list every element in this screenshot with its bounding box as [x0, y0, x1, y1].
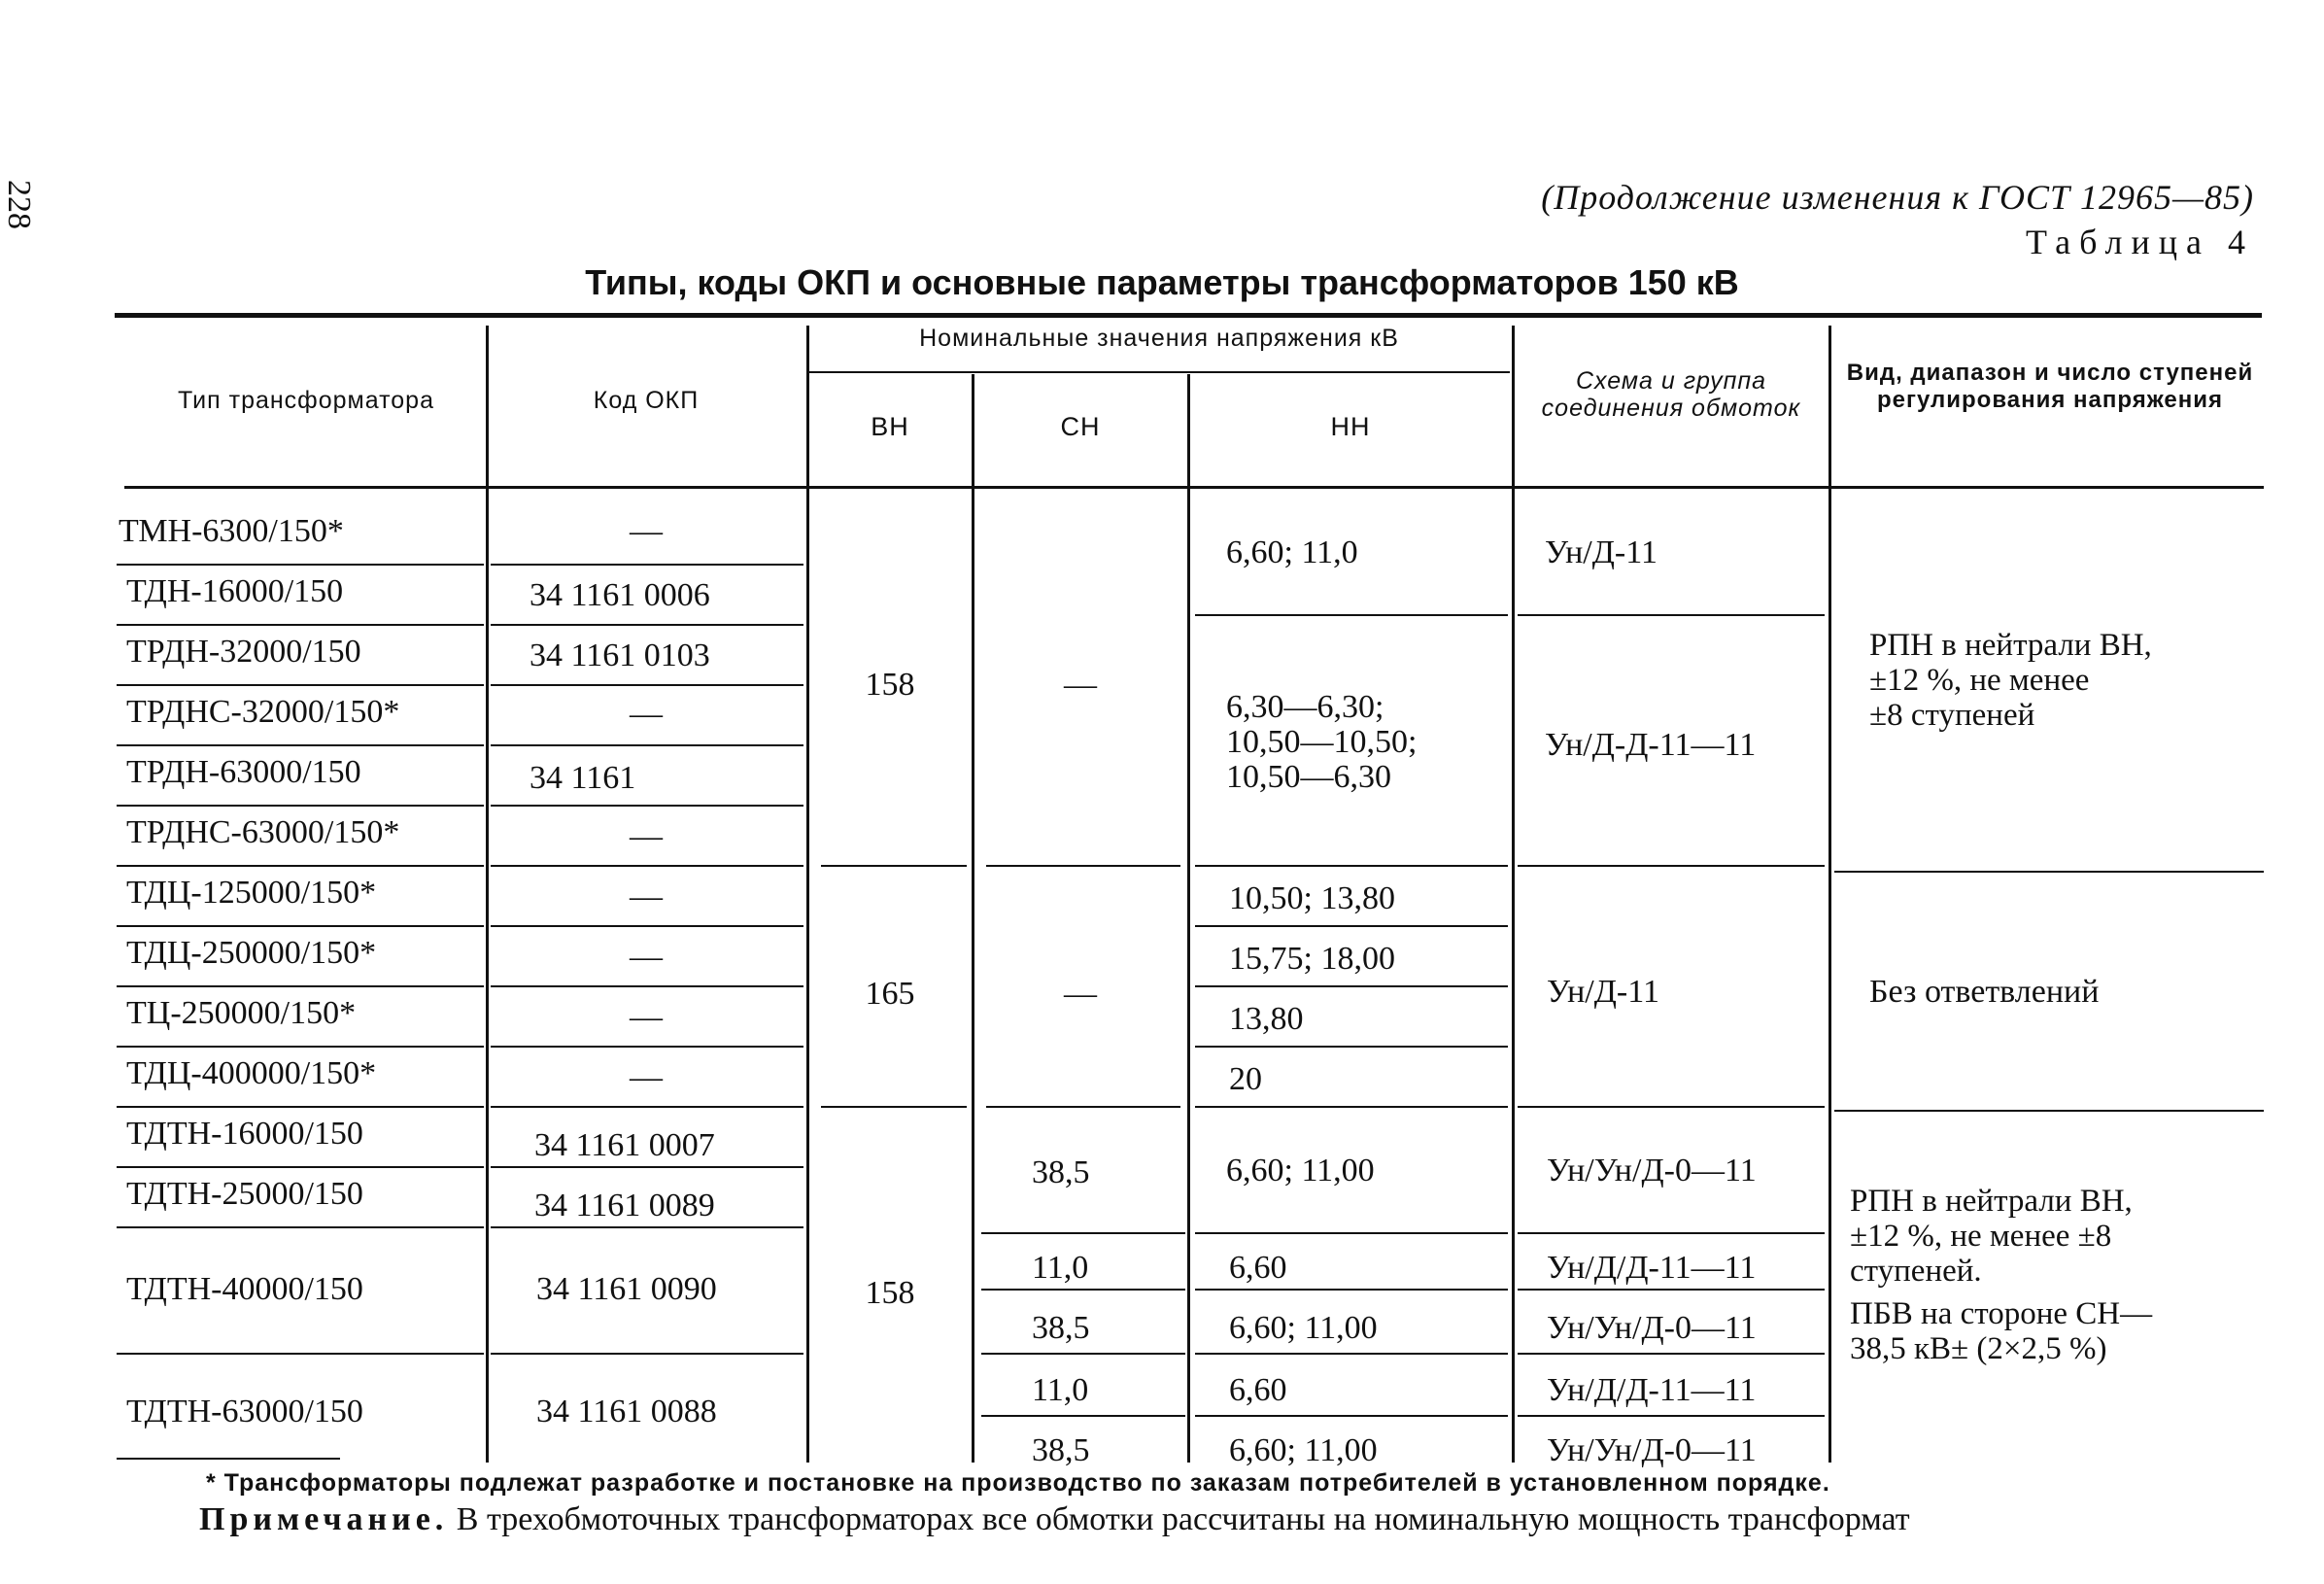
- scheme-value: Ун/Д/Д-11—11: [1547, 1250, 1757, 1286]
- note-text: В трехобмоточных трансформаторах все обмотки рассчитаны на номинальную мощность трансформат: [456, 1501, 1910, 1537]
- nn-value: 6,60; 11,00: [1229, 1432, 1378, 1468]
- code-cell: 34 1161: [530, 760, 636, 796]
- scheme-value: Ун/Ун/Д-0—11: [1547, 1310, 1757, 1346]
- sn-value: —: [1064, 976, 1097, 1012]
- nn-value: 6,60; 11,00: [1229, 1310, 1378, 1346]
- type-cell: ТДЦ-125000/150*: [126, 875, 377, 911]
- type-cell: ТДТН-25000/150: [126, 1176, 363, 1212]
- sn-value: 11,0: [1032, 1372, 1089, 1408]
- code-cell: 34 1161 0088: [536, 1394, 717, 1429]
- type-cell: ТМН-6300/150*: [119, 513, 344, 549]
- header-vn: ВН: [871, 412, 909, 441]
- regulation-value: Без ответвлений: [1869, 974, 2100, 1010]
- type-cell: ТДТН-16000/150: [126, 1116, 363, 1152]
- code-cell: —: [630, 878, 663, 914]
- type-cell: ТДН-16000/150: [126, 573, 344, 609]
- scheme-value: Ун/Д-11: [1547, 974, 1659, 1010]
- regulation-value: РПН в нейтрали ВН, ±12 %, не менее ±8 ступеней: [1869, 628, 2152, 733]
- vn-value: 158: [865, 667, 915, 703]
- nn-value: 10,50; 13,80: [1229, 880, 1395, 916]
- code-cell: 34 1161 0090: [536, 1271, 717, 1307]
- type-cell: ТДТН-40000/150: [126, 1271, 363, 1307]
- nn-value: 6,60: [1229, 1250, 1287, 1286]
- type-cell: ТРДНС-63000/150*: [126, 814, 400, 850]
- header-code: Код ОКП: [593, 387, 700, 414]
- sn-value: 38,5: [1032, 1432, 1090, 1468]
- header-regulation: Вид, диапазон и число ступеней регулирования напряжения: [1846, 360, 2254, 413]
- header-nn: НН: [1330, 412, 1371, 441]
- nn-value: 6,60; 11,0: [1226, 534, 1358, 570]
- type-cell: ТДЦ-250000/150*: [126, 935, 377, 971]
- code-cell: —: [630, 1059, 663, 1095]
- header-type: Тип трансформатора: [178, 387, 434, 414]
- header-voltage-group: Номинальные значения напряжения кВ: [919, 325, 1399, 352]
- type-cell: ТРДНС-32000/150*: [126, 694, 400, 730]
- nn-value: 6,30—6,30; 10,50—10,50; 10,50—6,30: [1226, 689, 1418, 795]
- scheme-value: Ун/Ун/Д-0—11: [1547, 1153, 1757, 1188]
- regulation-value: ПБВ на стороне СН— 38,5 кВ± (2×2,5 %): [1850, 1296, 2153, 1366]
- scheme-value: Ун/Д/Д-11—11: [1547, 1372, 1757, 1408]
- footnote: * Трансформаторы подлежат разработке и постановке на производство по заказам потребителей в установленном порядке.: [206, 1469, 1830, 1497]
- header-sn: СН: [1060, 412, 1101, 441]
- scheme-value: Ун/Д-Д-11—11: [1545, 727, 1757, 763]
- type-cell: ТЦ-250000/150*: [126, 995, 357, 1031]
- sn-value: 38,5: [1032, 1154, 1090, 1190]
- scheme-value: Ун/Ун/Д-0—11: [1547, 1432, 1757, 1468]
- code-cell: —: [630, 696, 663, 732]
- code-cell: —: [630, 818, 663, 854]
- page-number: 228: [1, 180, 37, 229]
- type-cell: ТРДН-63000/150: [126, 754, 361, 790]
- continuation-note: (Продолжение изменения к ГОСТ 12965—85): [1541, 178, 2254, 217]
- code-cell: —: [630, 939, 663, 975]
- code-cell: 34 1161 0089: [534, 1188, 715, 1223]
- vn-value: 158: [865, 1275, 915, 1311]
- type-cell: ТДТН-63000/150: [126, 1394, 363, 1429]
- sn-value: 38,5: [1032, 1310, 1090, 1346]
- code-cell: —: [630, 513, 663, 549]
- scheme-value: Ун/Д-11: [1545, 534, 1658, 570]
- note: [199, 1501, 1910, 1538]
- type-cell: ТРДН-32000/150: [126, 634, 361, 670]
- sn-value: —: [1064, 667, 1097, 703]
- nn-value: 20: [1229, 1061, 1262, 1097]
- code-cell: 34 1161 0006: [530, 577, 710, 613]
- table-label: Таблица 4: [2026, 223, 2254, 261]
- header-scheme: Схема и группа соединения обмоток: [1541, 367, 1801, 422]
- nn-value: 6,60; 11,00: [1226, 1153, 1375, 1188]
- code-cell: —: [630, 999, 663, 1035]
- regulation-value: РПН в нейтрали ВН, ±12 %, не менее ±8 ступеней.: [1850, 1184, 2133, 1289]
- note-label: Примечание.: [199, 1501, 449, 1537]
- table-title: Типы, коды ОКП и основные параметры трансформаторов 150 кВ: [585, 262, 1739, 302]
- nn-value: 13,80: [1229, 1001, 1304, 1037]
- vn-value: 165: [865, 976, 915, 1012]
- nn-value: 15,75; 18,00: [1229, 941, 1395, 977]
- nn-value: 6,60: [1229, 1372, 1287, 1408]
- type-cell: ТДЦ-400000/150*: [126, 1055, 377, 1091]
- code-cell: 34 1161 0103: [530, 637, 710, 673]
- code-cell: 34 1161 0007: [534, 1127, 715, 1163]
- sn-value: 11,0: [1032, 1250, 1089, 1286]
